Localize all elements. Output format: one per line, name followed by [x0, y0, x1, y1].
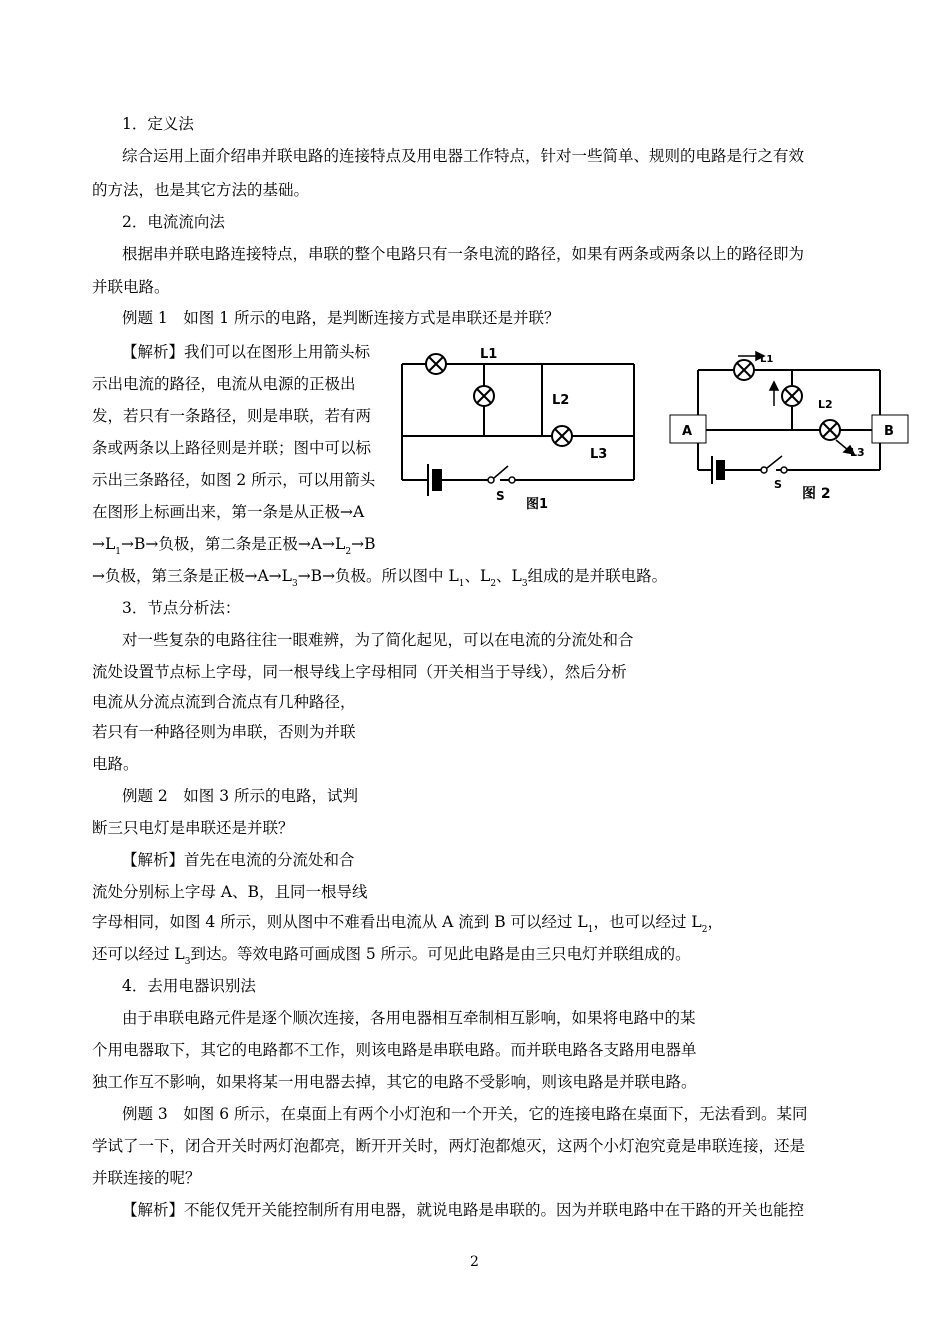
- analysis-line: 【解析】我们可以在图形上用箭头标: [122, 343, 371, 361]
- label-switch: S: [496, 489, 505, 503]
- example-3-question: 例题 3 如图 6 所示，在桌面上有两个小灯泡和一个开关，它的连接电路在桌面下，无法看到。某同: [122, 1105, 808, 1123]
- node-b-label: B: [884, 424, 894, 439]
- label-l2: L2: [818, 398, 833, 411]
- label-l2: L2: [552, 393, 570, 408]
- paragraph-line: 电路。: [92, 755, 139, 773]
- node-a-label: A: [682, 424, 693, 439]
- label-l3: L3: [850, 446, 865, 459]
- heading-definition-method: 1．定义法: [122, 115, 194, 133]
- label-l3: L3: [590, 447, 608, 462]
- paragraph-line: 并联电路。: [92, 278, 170, 296]
- paragraph-line: 由于串联电路元件是逐个顺次连接，各用电器相互牵制相互影响，如果将电路中的某: [122, 1009, 696, 1027]
- lamp-l2-icon: [782, 386, 802, 406]
- paragraph-line: 对一些复杂的电路往往一眼难辨，为了简化起见，可以在电流的分流处和合: [122, 631, 634, 649]
- figure-1-caption: 图1: [526, 497, 549, 512]
- example-3-question: 并联连接的呢？: [92, 1169, 201, 1187]
- paragraph-line: 根据串并联电路连接特点，串联的整个电路只有一条电流的路径，如果有两条或两条以上的路径即为: [122, 245, 805, 263]
- battery-icon: [712, 456, 725, 484]
- analysis-line: 流处分别标上字母 A、B，且同一根导线: [92, 883, 368, 901]
- paragraph-line: 综合运用上面介绍串并联电路的连接特点及用电器工作特点，针对一些简单、规则的电路是行之有效: [122, 147, 805, 165]
- paragraph-line: 若只有一种路径则为串联，否则为并联: [92, 723, 356, 741]
- analysis-line: →负极，第三条是正极$\to A\to L_3\to B\to$负极。所以图中 $L_1$、$L_2$、$L_3$组成的是并联电路。: [92, 567, 668, 589]
- analysis-line: 在图形上标画出来，第一条是从正极→A: [92, 503, 365, 521]
- paragraph-line: 个用电器取下，其它的电路都不工作，则该电路是串联电路。而并联电路各支路用电器单: [92, 1041, 697, 1059]
- analysis-line: 【解析】首先在电流的分流处和合: [122, 851, 355, 869]
- lamp-l3-icon: [820, 420, 840, 440]
- example-3-question: 学试了一下，闭合开关时两灯泡都亮，断开开关时，两灯泡都熄灭，这两个小灯泡究竟是串联连接，还是: [92, 1137, 806, 1155]
- paragraph-line: 流处设置节点标上字母，同一根导线上字母相同（开关相当于导线），然后分析: [92, 663, 627, 681]
- paragraph-line: 独工作互不影响，如果将某一用电器去掉，其它的电路不受影响，则该电路是并联电路。: [92, 1073, 697, 1091]
- figure-1-circuit-diagram: [400, 338, 640, 518]
- lamp-l1-icon: [734, 360, 754, 380]
- paragraph-line: 电流从分流点流到合流点有几种路径，: [92, 693, 356, 711]
- page-number: 2: [470, 1254, 479, 1270]
- figure-2-circuit-diagram: [668, 342, 912, 506]
- heading-remove-appliance-method: 4．去用电器识别法: [122, 977, 256, 995]
- lamp-l2-icon: [474, 386, 494, 406]
- analysis-line: 发，若只有一条路径，则是串联，若有两: [92, 407, 372, 425]
- switch-icon: [761, 456, 787, 473]
- heading-current-flow-method: 2．电流流向法: [122, 213, 225, 231]
- example-2-question: 例题 2 如图 3 所示的电路，试判: [122, 787, 359, 805]
- label-l1: L1: [760, 354, 774, 365]
- analysis-line: 【解析】不能仅凭开关能控制所有用电器，就说电路是串联的。因为并联电路中在干路的开关也能控: [122, 1201, 805, 1219]
- example-2-question: 断三只电灯是串联还是并联？: [92, 819, 294, 837]
- analysis-line: 条或两条以上路径则是并联；图中可以标: [92, 439, 372, 457]
- lamp-l3-icon: [552, 426, 572, 446]
- paragraph-line: 的方法，也是其它方法的基础。: [92, 181, 310, 199]
- label-switch: S: [774, 478, 782, 491]
- example-1-question: 例题 1 如图 1 所示的电路，是判断连接方式是串联还是并联？: [122, 309, 560, 327]
- analysis-line: 字母相同，如图 4 所示，则从图中不难看出电流从 A 流到 B 可以经过 $L_1$，也可以经过 $L_2$，: [92, 913, 723, 935]
- analysis-line: 示出三条路径，如图 2 所示，可以用箭头: [92, 471, 376, 489]
- analysis-line: $\to L_1\to B\to$负极，第二条是正极$\to A\to L_2\to B$: [92, 535, 376, 557]
- label-l1: L1: [480, 347, 498, 362]
- heading-node-analysis-method: 3．节点分析法：: [122, 599, 241, 617]
- analysis-line: 示出电流的路径，电流从电源的正极出: [92, 375, 356, 393]
- battery-icon: [428, 464, 442, 496]
- analysis-line: 还可以经过 $L_3$到达。等效电路可画成图 5 所示。可见此电路是由三只电灯并联组成的。: [92, 945, 691, 967]
- lamp-l1-icon: [426, 354, 446, 374]
- figure-2-caption: 图 2: [802, 486, 831, 502]
